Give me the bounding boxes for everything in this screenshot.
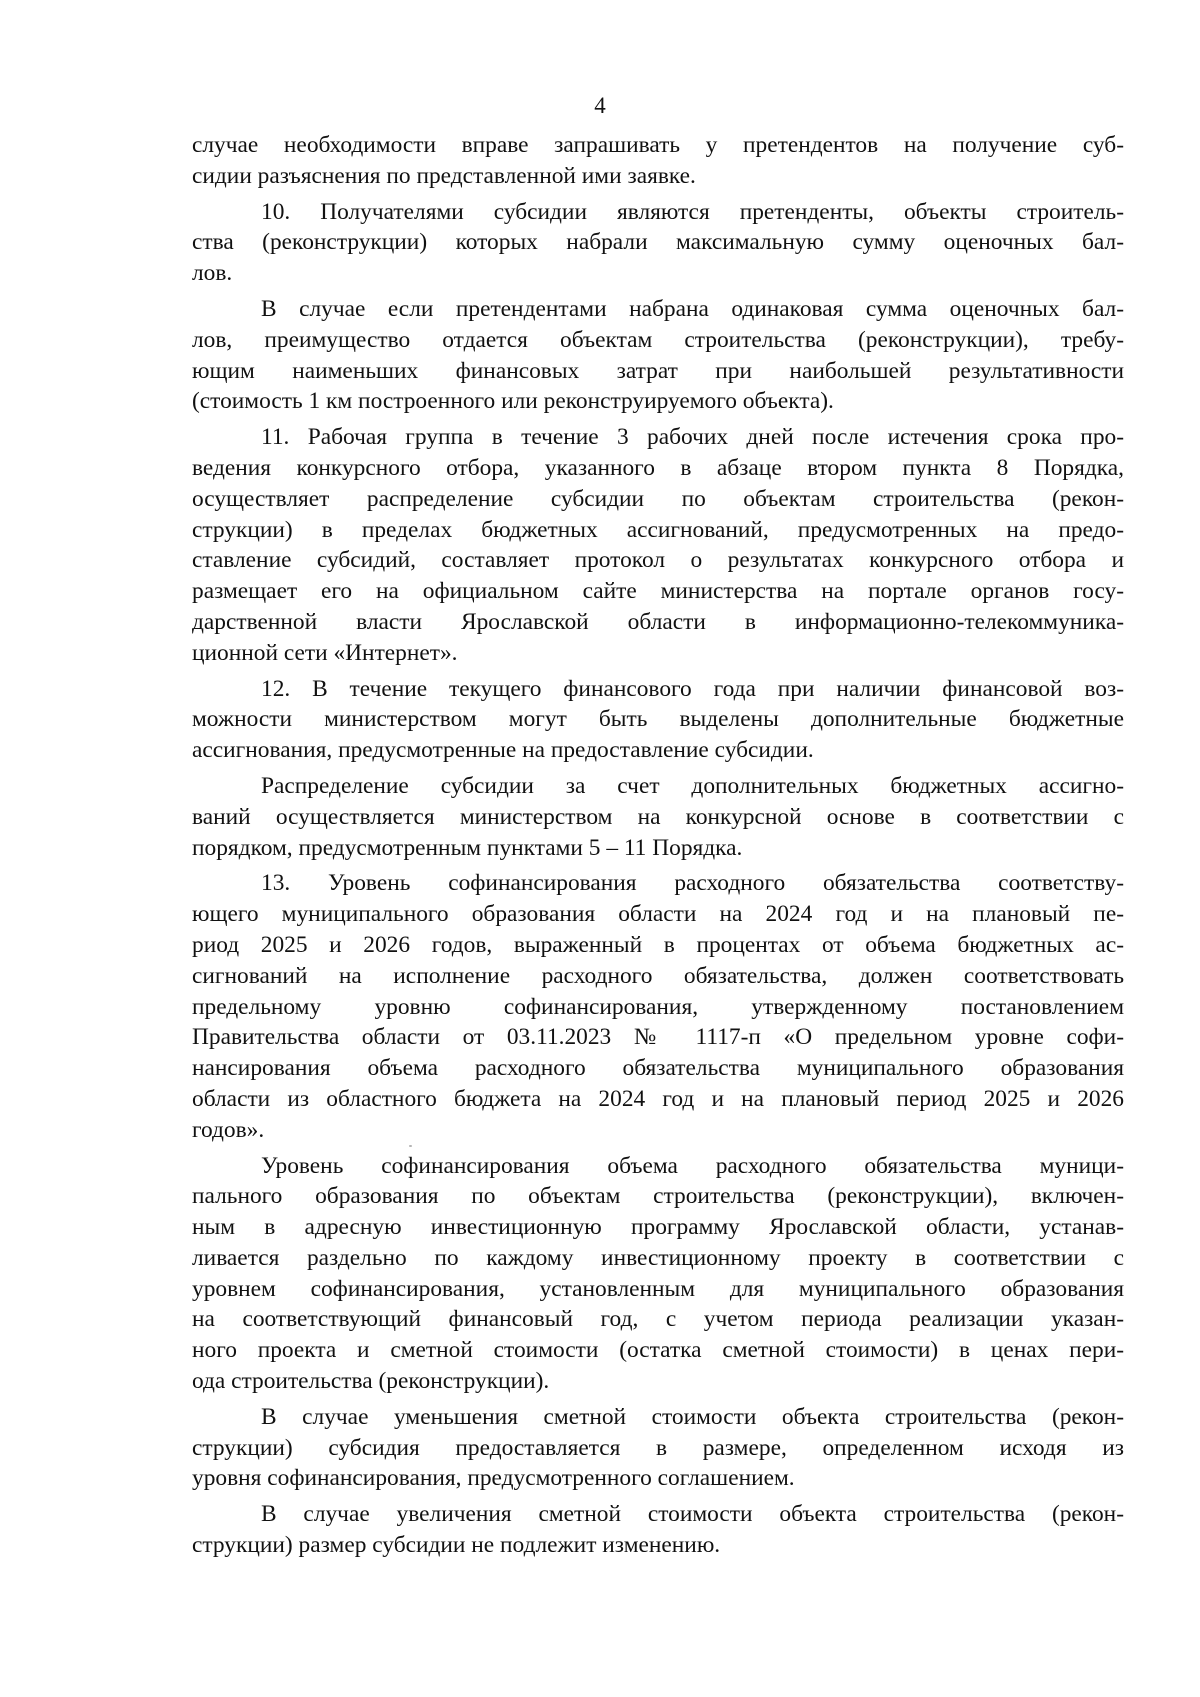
text-line: струкции) субсидия предоставляется в размере, определенном исходя из xyxy=(192,1434,1124,1461)
text-line: размещает его на официальном сайте министерства на портале органов госу- xyxy=(192,578,1124,605)
text-line: случае необходимости вправе запрашивать у претендентов на получение суб- xyxy=(192,132,1124,158)
text-line: В случае если претендентами набрана одинаковая сумма оценочных бал- xyxy=(261,295,1124,322)
text-line: сигнований на исполнение расходного обязательства, должен соответствовать xyxy=(192,962,1124,989)
text-line: ведения конкурсного отбора, указанного в абзаце втором пункта 8 Порядка, xyxy=(192,454,1124,481)
text-line: порядком, предусмотренным пунктами 5 – 11 Порядка. xyxy=(192,834,743,861)
text-line: осуществляет распределение субсидии по объектам строительства (рекон- xyxy=(192,485,1124,512)
scan-speck xyxy=(409,1145,412,1147)
text-line: 12. В течение текущего финансового года при наличии финансовой воз- xyxy=(261,675,1124,702)
text-line: (стоимость 1 км построенного или реконструируемого объекта). xyxy=(192,388,834,415)
text-line: дарственной власти Ярославской области в информационно-телекоммуника- xyxy=(192,608,1124,635)
text-line: 11. Рабочая группа в течение 3 рабочих дней после истечения срока про- xyxy=(261,424,1124,451)
text-line: можности министерством могут быть выделены дополнительные бюджетные xyxy=(192,706,1124,733)
paragraph xyxy=(192,197,1124,289)
paragraph xyxy=(192,130,1124,192)
paragraph xyxy=(192,1151,1124,1397)
text-line: лов, преимущество отдается объектам строительства (реконструкции), требу- xyxy=(192,326,1124,353)
text-line: В случае уменьшения сметной стоимости объекта строительства (рекон- xyxy=(261,1403,1124,1430)
paragraph xyxy=(192,771,1124,863)
text-line: В случае увеличения сметной стоимости объекта строительства (рекон- xyxy=(261,1501,1124,1528)
text-line: ционной сети «Интернет». xyxy=(192,639,458,666)
page-number: 4 xyxy=(594,93,606,118)
text-line: риод 2025 и 2026 годов, выраженный в процентах от объема бюджетных ас- xyxy=(192,931,1124,958)
text-line: 10. Получателями субсидии являются претенденты, объекты строитель- xyxy=(261,198,1124,225)
text-line: ства (реконструкции) которых набрали максимальную сумму оценочных бал- xyxy=(192,229,1124,256)
text-line: струкции) размер субсидии не подлежит изменению. xyxy=(192,1532,721,1559)
text-line: ода строительства (реконструкции). xyxy=(192,1368,550,1395)
text-line: 13. Уровень софинансирования расходного обязательства соответству- xyxy=(261,870,1124,897)
text-line: Правительства области от 03.11.2023 № 1117-п «О предельном уровне софи- xyxy=(192,1024,1124,1051)
text-line: ассигнования, предусмотренные на предоставление субсидии. xyxy=(192,737,814,764)
text-line: Уровень софинансирования объема расходного обязательства муници- xyxy=(261,1152,1124,1179)
text-line: ющего муниципального образования области на 2024 год и на плановый пе- xyxy=(192,901,1124,928)
text-line: Распределение субсидии за счет дополнительных бюджетных ассигно- xyxy=(261,772,1124,799)
text-line: ливается раздельно по каждому инвестиционному проекту в соответствии с xyxy=(192,1244,1124,1271)
text-line: лов. xyxy=(192,260,233,287)
text-line: уровня софинансирования, предусмотренного соглашением. xyxy=(192,1465,795,1492)
text-line: ставление субсидий, составляет протокол о результатах конкурсного отбора и xyxy=(192,547,1124,574)
text-line: области из областного бюджета на 2024 год и на плановый период 2025 и 2026 xyxy=(192,1085,1124,1112)
paragraph xyxy=(192,294,1124,417)
text-line: уровнем софинансирования, установленным для муниципального образования xyxy=(192,1275,1124,1302)
paragraph xyxy=(192,868,1124,1145)
text-line: пального образования по объектам строительства (реконструкции), включен- xyxy=(192,1183,1124,1210)
paragraph xyxy=(192,1499,1124,1561)
text-line: ным в адресную инвестиционную программу Ярославской области, устанав- xyxy=(192,1214,1124,1241)
text-line: ного проекта и сметной стоимости (остатка сметной стоимости) в ценах пери- xyxy=(192,1337,1124,1364)
text-line: ваний осуществляется министерством на конкурсной основе в соответствии с xyxy=(192,803,1124,830)
text-line: ющим наименьших финансовых затрат при наибольшей результативности xyxy=(192,357,1124,384)
document-body xyxy=(192,130,1124,1566)
text-line: нансирования объема расходного обязательства муниципального образования xyxy=(192,1055,1124,1082)
paragraph xyxy=(192,1402,1124,1494)
text-line: годов». xyxy=(192,1116,265,1143)
text-line: предельному уровню софинансирования, утвержденному постановлением xyxy=(192,993,1124,1020)
text-line: на соответствующий финансовый год, с учетом периода реализации указан- xyxy=(192,1306,1124,1333)
text-line: сидии разъяснения по представленной ими заявке. xyxy=(192,162,696,189)
paragraph xyxy=(192,674,1124,766)
text-line: струкции) в пределах бюджетных ассигнований, предусмотренных на предо- xyxy=(192,516,1124,543)
paragraph xyxy=(192,422,1124,668)
